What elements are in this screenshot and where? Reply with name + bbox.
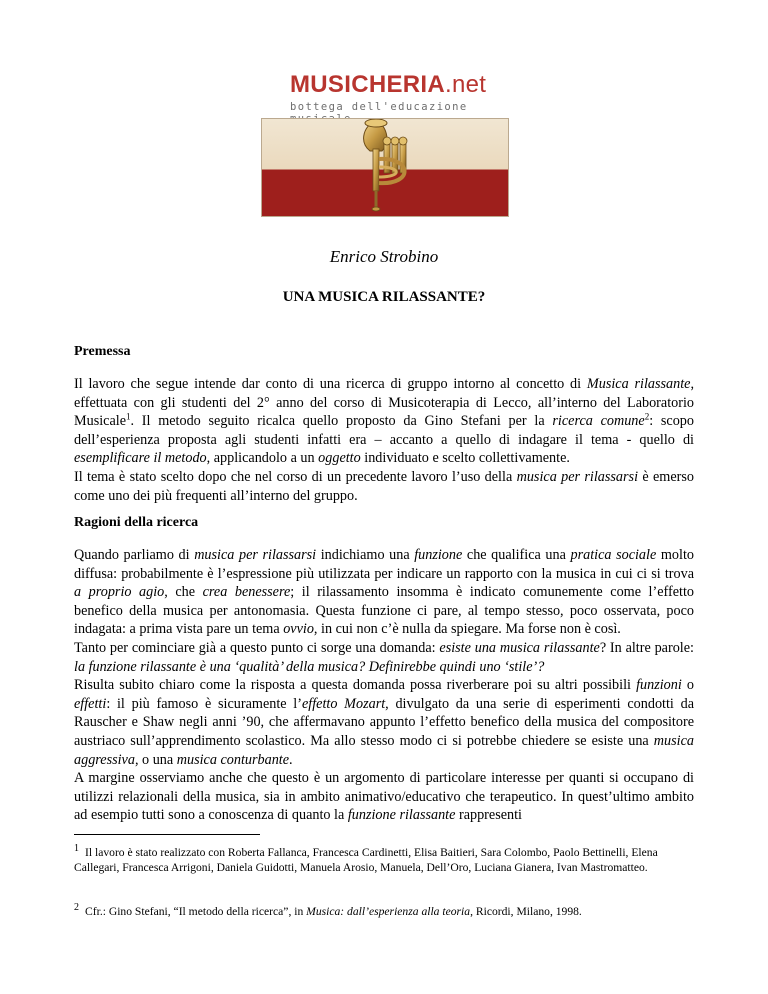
document-title: UNA MUSICA RILASSANTE? [282,289,486,305]
section-heading-ragioni: Ragioni della ricerca [74,515,199,530]
text-run: Il tema è stato scelto dopo che nel corso di un precedente lavoro l’uso della [74,468,517,485]
emphasis: oggetto [318,450,361,467]
text-run: , applicandolo a un [206,450,319,467]
emphasis: musica per rilassarsi [516,468,639,485]
emphasis: ovvio [283,621,314,638]
emphasis: Musica rilassante [586,376,691,392]
emphasis: pratica sociale [570,547,657,563]
footnote-divider [74,834,260,835]
text-run: , divulgato da una serie di esperimenti condotti da Rauscher e Shaw negli anni ’90, che affermavano appunto l’effetto benefico della musica del compositore austriaco sull’apprendimento scolastico. Ma allo stesso modo ci si potrebbe chiedere se esiste una [74,695,694,749]
text-run: indichiamo una [316,547,415,563]
footnote-number: 1 [74,843,79,855]
emphasis: musica aggressiva [74,732,694,768]
trumpet-icon [262,119,508,216]
emphasis: crea benessere [202,584,291,601]
paragraph [74,468,694,505]
emphasis: ricerca comune [552,413,645,430]
text-run: . [289,751,293,768]
emphasis: esemplificare il metodo [74,450,207,467]
logo-subtitle: bottega dell'educazione [290,101,468,113]
text-run: rappresenti [455,807,522,824]
emphasis: esiste una musica rilassante [439,639,600,656]
paragraph [74,375,694,468]
logo-title [290,72,490,98]
author-name: Enrico Strobino [329,247,439,266]
text-run: : scopo dell’esperienza proposta agli studenti infatti era – accanto a quello di indagare il tema - quello di [74,413,694,448]
text-run: A margine osserviamo anche che questo è un argomento di particolare interesse per quanti si occupano di utilizzi relazionali della musica, sia in ambito animativo/educativo che terapeutico. In quest’ultimo ambito ad esempio tutti sono a conoscenza di quanto la [74,770,694,824]
text-run: è emerso come uno dei più frequenti all’interno del gruppo. [74,468,694,504]
text-run: . Il metodo seguito ricalca quello proposto da Gino Stefani per la [130,413,553,430]
logo-brand: MUSICHERIA [290,71,446,98]
text-run: Risulta subito chiaro come la risposta a questa domanda possa riverberare poi su altri possibili [74,677,637,694]
emphasis: musica per rilassarsi [194,547,317,563]
emphasis: effetti [74,695,107,712]
footnote-book-title: Musica: dall’esperienza alla teoria [306,905,471,918]
footnote-2 [74,904,694,919]
text-run: Quando parliamo di [74,547,195,563]
text-run: Il lavoro che segue intende dar conto di una ricerca di gruppo intorno al concetto di [74,376,587,392]
text-run: molto diffusa: probabilmente è l’espressione più utilizzata per indicare un rapporto con la musica in cui ci si trova [74,547,694,582]
paragraph [74,676,694,769]
emphasis: musica conturbante [176,751,290,768]
premessa-body [74,375,694,505]
emphasis: funzioni [636,677,682,694]
logo-tld: .net [445,71,487,98]
footnote-text: , Ricordi, Milano, 1998. [470,905,582,918]
text-run: Tanto per cominciare già a questo punto ci sorge una domanda: [74,639,440,656]
text-run: ; il rilassamento insomma è indicato comunemente come l’effetto benefico della musica per antonomasia. Questa funzione ci pare, al tempo stesso, poco osservata, poco indagata: a prima vista pare un tema [74,584,694,638]
paragraph [74,639,694,676]
footnote-ref-1[interactable]: 1 [126,411,131,422]
paragraph [74,769,694,825]
footnote-1 [74,845,694,875]
text-run: , o una [134,751,177,768]
footnote-ref-2[interactable]: 2 [644,411,650,422]
text-run: , in cui non c’è nulla da spiegare. Ma forse non è così. [313,621,621,638]
emphasis: funzione rilassante [347,807,456,824]
emphasis: a proprio agio [74,584,165,601]
text-run: , effettuata con gli studenti del 2° anno del corso di Musicoterapia di Lecco, all’interno del Laboratorio Musicale [74,376,694,430]
footnote-number: 2 [74,902,79,914]
ragioni-body [74,546,694,825]
text-run: : il più famoso è sicuramente l’ [106,695,302,712]
emphasis: effetto Mozart [301,695,386,712]
emphasis: la funzione rilassante è una ‘qualità’ della musica? Definirebbe quindi uno ‘stile’? [74,658,545,675]
trumpet-banner-image [261,118,509,217]
footnote-text: Cfr.: Gino Stefani, “Il metodo della ricerca”, in [85,905,307,918]
text-run: , che [164,584,203,601]
text-run: individuato e scelto collettivamente. [360,450,570,467]
paragraph [74,546,694,639]
footnote-text: Il lavoro è stato realizzato con Roberta Fallanca, Francesca Cardinetti, Elisa Baitieri, Sara Colombo, Paolo Bettinelli, Elena Callegari, Francesca Arrigoni, Daniela Guidotti, Manuela Arosio, Manuela, Dell’Oro, Luciana Gianera, Ivan Mastromatteo. [74,846,658,875]
section-heading-premessa: Premessa [74,344,131,359]
text-run: ? In altre parole: [599,639,694,656]
emphasis: funzione [414,547,463,563]
text-run: o [681,677,695,694]
text-run: che qualifica una [462,547,571,563]
